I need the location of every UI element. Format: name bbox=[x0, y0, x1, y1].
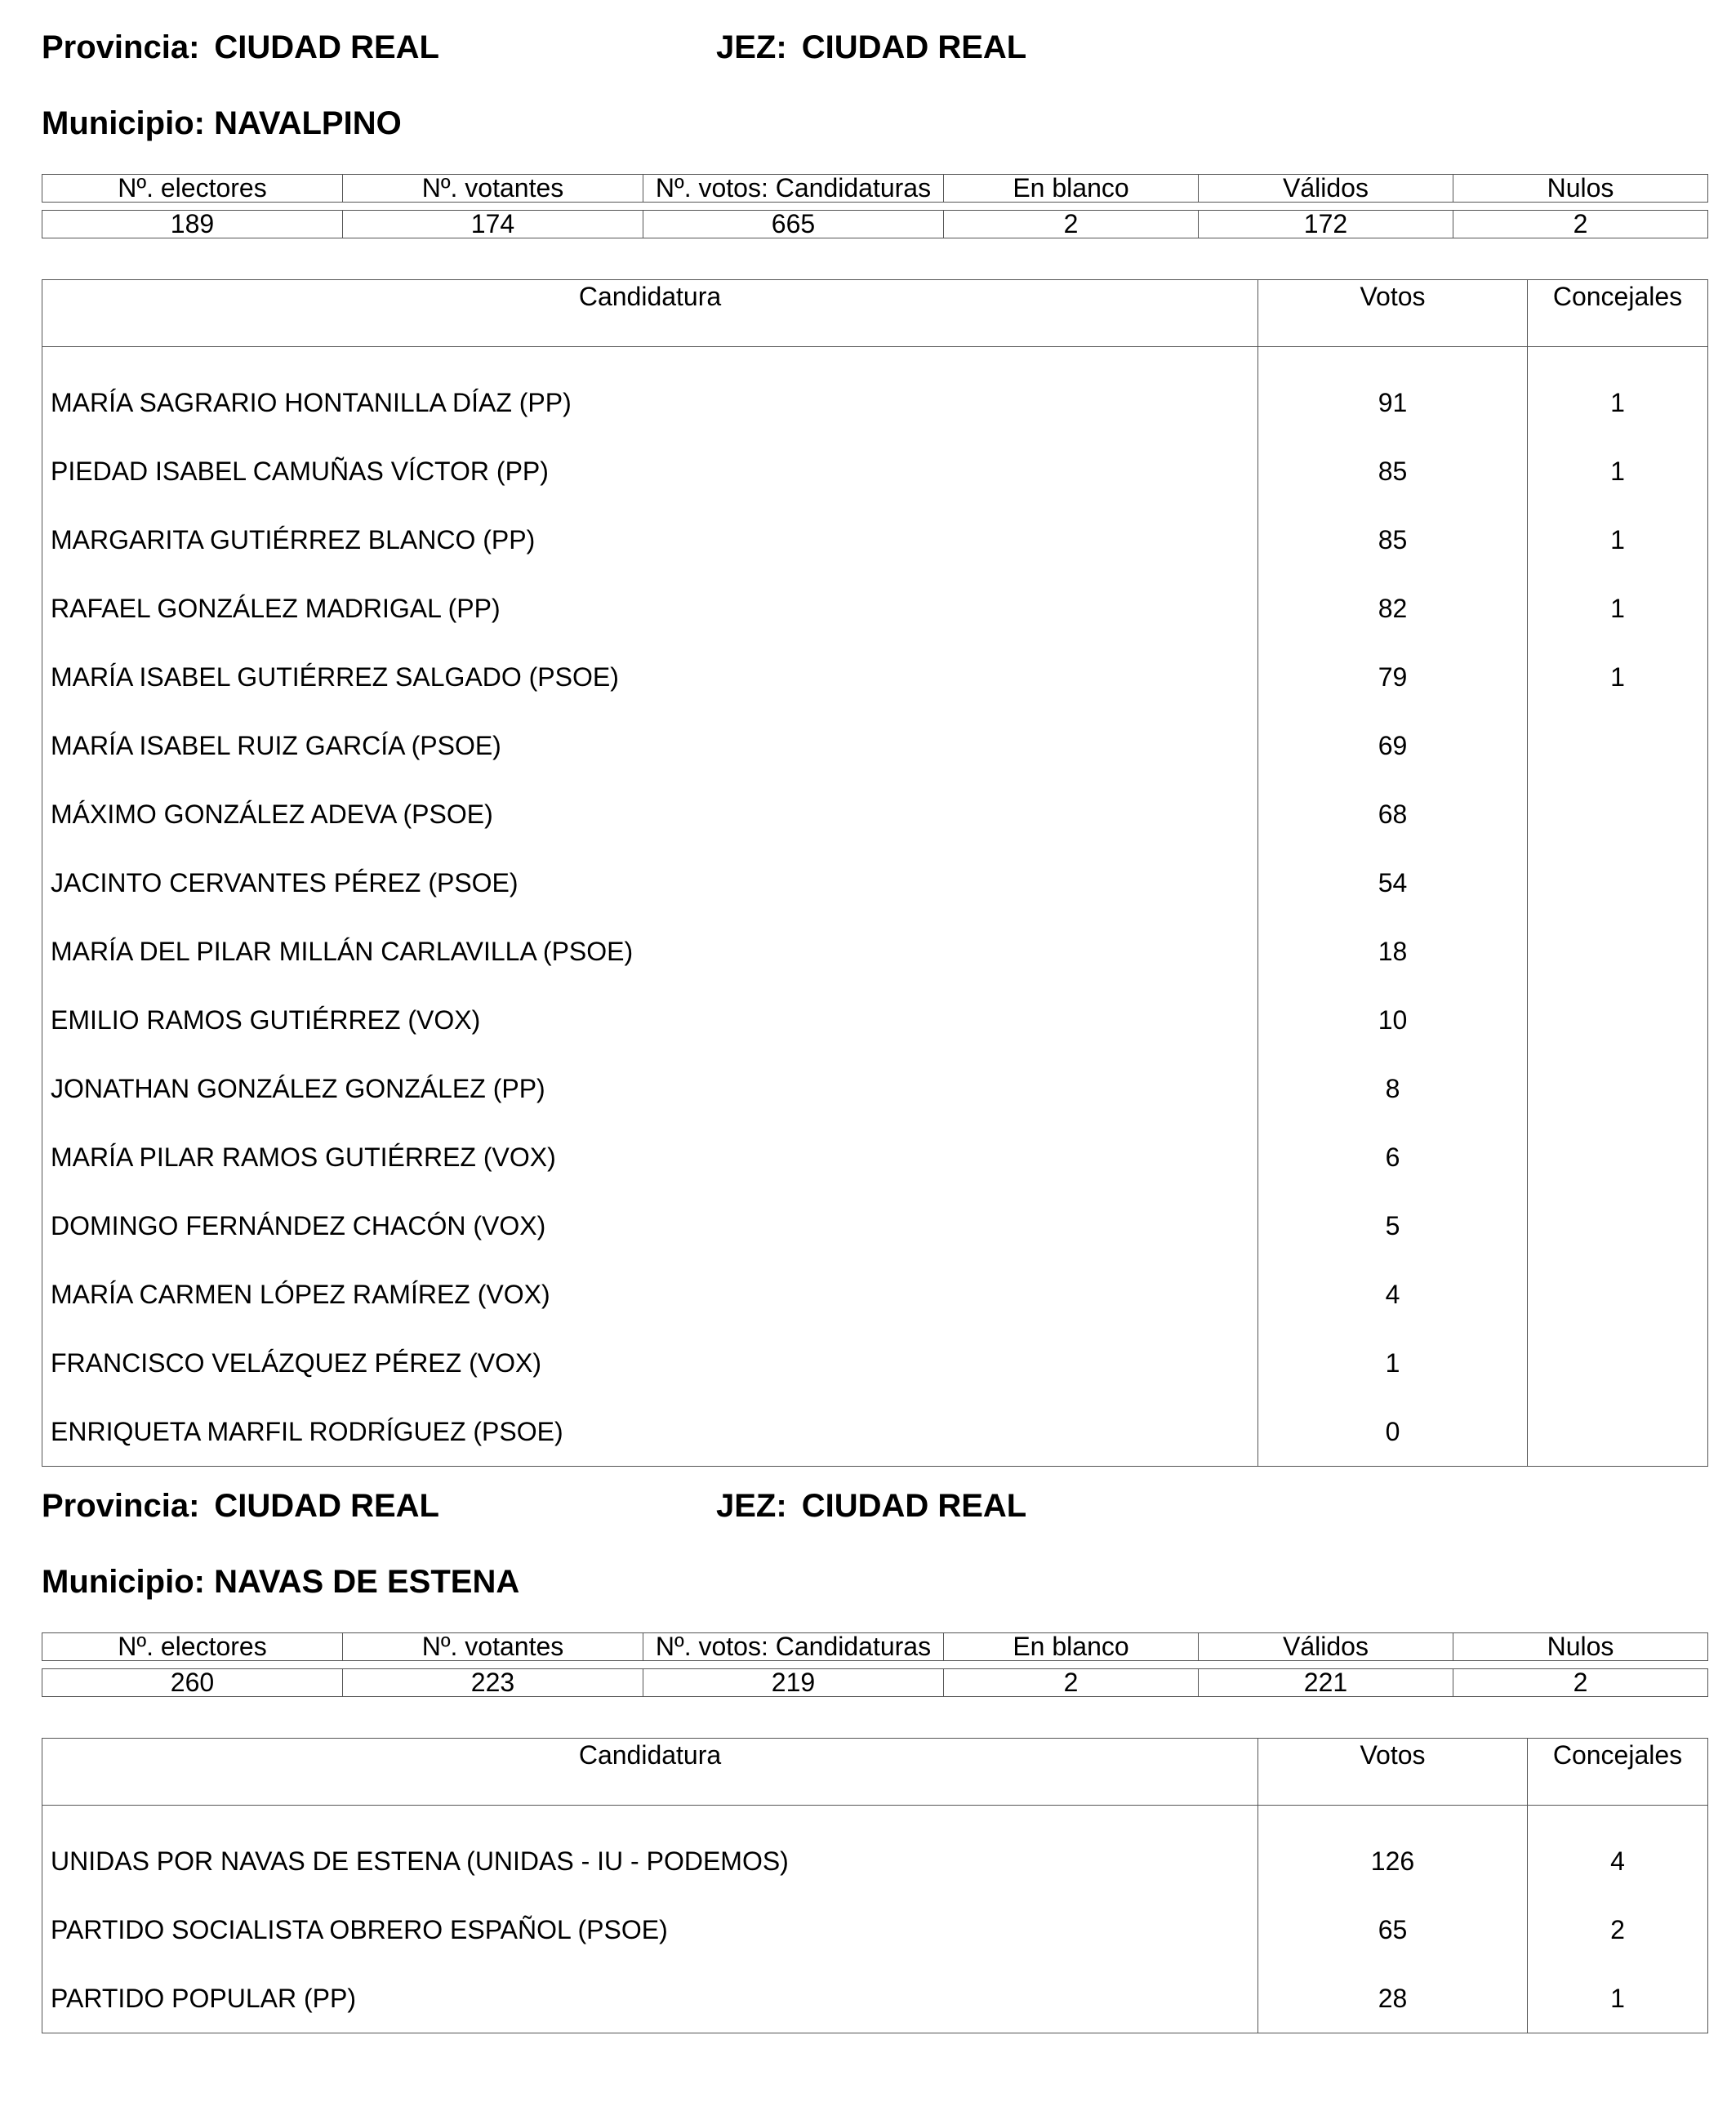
summary-value: 174 bbox=[343, 211, 643, 238]
candidate-name: PIEDAD ISABEL CAMUÑAS VÍCTOR (PP) bbox=[42, 437, 1258, 506]
table-row bbox=[42, 1895, 1708, 1964]
municipio-value: NAVALPINO bbox=[214, 105, 402, 141]
municipio-line bbox=[42, 104, 402, 143]
concejales-value bbox=[1528, 780, 1708, 848]
table-row bbox=[42, 1964, 1708, 2033]
votos-value: 18 bbox=[1258, 917, 1528, 986]
concejales-value bbox=[1528, 986, 1708, 1054]
candidate-name: PARTIDO POPULAR (PP) bbox=[42, 1964, 1258, 2033]
candidate-name: ENRIQUETA MARFIL RODRÍGUEZ (PSOE) bbox=[42, 1397, 1258, 1467]
jez-label: JEZ: bbox=[716, 29, 787, 65]
candidate-name: MARÍA CARMEN LÓPEZ RAMÍREZ (VOX) bbox=[42, 1260, 1258, 1329]
jez-line bbox=[716, 1486, 1026, 1525]
votos-value: 10 bbox=[1258, 986, 1528, 1054]
jez-value: CIUDAD REAL bbox=[801, 29, 1027, 65]
results-table bbox=[42, 279, 1708, 1467]
candidate-name: EMILIO RAMOS GUTIÉRREZ (VOX) bbox=[42, 986, 1258, 1054]
provincia-value: CIUDAD REAL bbox=[214, 1488, 439, 1524]
concejales-value: 1 bbox=[1528, 574, 1708, 643]
candidate-name: MARÍA PILAR RAMOS GUTIÉRREZ (VOX) bbox=[42, 1123, 1258, 1191]
votos-value: 82 bbox=[1258, 574, 1528, 643]
candidate-name: JACINTO CERVANTES PÉREZ (PSOE) bbox=[42, 848, 1258, 917]
provincia-value: CIUDAD REAL bbox=[214, 29, 439, 65]
votos-value: 5 bbox=[1258, 1191, 1528, 1260]
municipio-label: Municipio: bbox=[42, 1564, 205, 1600]
summary-value: 223 bbox=[343, 1669, 643, 1697]
summary-value: 2 bbox=[1453, 211, 1708, 238]
table-row bbox=[42, 1191, 1708, 1260]
summary-table bbox=[42, 1632, 1708, 1697]
summary-value: 219 bbox=[643, 1669, 944, 1697]
candidatura-header: Candidatura bbox=[42, 1739, 1258, 1806]
summary-value-row bbox=[42, 211, 1708, 238]
results-table bbox=[42, 1738, 1708, 2033]
jez-value: CIUDAD REAL bbox=[801, 1488, 1027, 1524]
votos-header: Votos bbox=[1258, 1739, 1528, 1806]
concejales-value bbox=[1528, 1054, 1708, 1123]
candidate-name: FRANCISCO VELÁZQUEZ PÉREZ (VOX) bbox=[42, 1329, 1258, 1397]
votos-value: 4 bbox=[1258, 1260, 1528, 1329]
summary-header: Válidos bbox=[1199, 1633, 1453, 1661]
table-row bbox=[42, 1329, 1708, 1397]
candidate-name: MARÍA DEL PILAR MILLÁN CARLAVILLA (PSOE) bbox=[42, 917, 1258, 986]
jez-label: JEZ: bbox=[716, 1488, 787, 1524]
candidate-name: MARGARITA GUTIÉRREZ BLANCO (PP) bbox=[42, 506, 1258, 574]
summary-header-row bbox=[42, 175, 1708, 203]
concejales-value bbox=[1528, 1123, 1708, 1191]
table-row bbox=[42, 848, 1708, 917]
candidate-name: MARÍA ISABEL RUIZ GARCÍA (PSOE) bbox=[42, 711, 1258, 780]
table-row bbox=[42, 1123, 1708, 1191]
votos-value: 126 bbox=[1258, 1827, 1528, 1895]
summary-table bbox=[42, 174, 1708, 238]
summary-header: Nº. votos: Candidaturas bbox=[643, 1633, 944, 1661]
concejales-value bbox=[1528, 1397, 1708, 1467]
votos-value: 69 bbox=[1258, 711, 1528, 780]
summary-value-row bbox=[42, 1669, 1708, 1697]
table-row bbox=[42, 986, 1708, 1054]
votos-value: 1 bbox=[1258, 1329, 1528, 1397]
table-row bbox=[42, 1260, 1708, 1329]
votos-value: 65 bbox=[1258, 1895, 1528, 1964]
provincia-label: Provincia: bbox=[42, 1488, 200, 1524]
summary-header: Nº. votantes bbox=[343, 175, 643, 203]
provincia-line bbox=[42, 1486, 439, 1525]
table-row bbox=[42, 1397, 1708, 1467]
table-row bbox=[42, 643, 1708, 711]
table-row bbox=[42, 368, 1708, 437]
candidate-name: MARÍA ISABEL GUTIÉRREZ SALGADO (PSOE) bbox=[42, 643, 1258, 711]
concejales-value: 1 bbox=[1528, 643, 1708, 711]
votos-value: 8 bbox=[1258, 1054, 1528, 1123]
concejales-value: 4 bbox=[1528, 1827, 1708, 1895]
concejales-value bbox=[1528, 917, 1708, 986]
votos-value: 54 bbox=[1258, 848, 1528, 917]
summary-value: 189 bbox=[42, 211, 343, 238]
concejales-value bbox=[1528, 1329, 1708, 1397]
concejales-value: 2 bbox=[1528, 1895, 1708, 1964]
votos-value: 6 bbox=[1258, 1123, 1528, 1191]
summary-header: En blanco bbox=[944, 1633, 1199, 1661]
summary-value: 665 bbox=[643, 211, 944, 238]
votos-value: 85 bbox=[1258, 506, 1528, 574]
table-row bbox=[42, 506, 1708, 574]
votos-value: 28 bbox=[1258, 1964, 1528, 2033]
concejales-header: Concejales bbox=[1528, 280, 1708, 347]
summary-value: 2 bbox=[1453, 1669, 1708, 1697]
candidate-name: JONATHAN GONZÁLEZ GONZÁLEZ (PP) bbox=[42, 1054, 1258, 1123]
summary-header: Nulos bbox=[1453, 1633, 1708, 1661]
votos-header: Votos bbox=[1258, 280, 1528, 347]
candidatura-header: Candidatura bbox=[42, 280, 1258, 347]
table-row bbox=[42, 574, 1708, 643]
provincia-line bbox=[42, 28, 439, 67]
summary-header: Nulos bbox=[1453, 175, 1708, 203]
candidate-name: UNIDAS POR NAVAS DE ESTENA (UNIDAS - IU - PODEMOS) bbox=[42, 1827, 1258, 1895]
results-header-row bbox=[42, 280, 1708, 347]
summary-value: 172 bbox=[1199, 211, 1453, 238]
concejales-value: 1 bbox=[1528, 437, 1708, 506]
table-row bbox=[42, 917, 1708, 986]
summary-value: 2 bbox=[944, 1669, 1199, 1697]
candidate-name: RAFAEL GONZÁLEZ MADRIGAL (PP) bbox=[42, 574, 1258, 643]
summary-header: Nº. votantes bbox=[343, 1633, 643, 1661]
concejales-header: Concejales bbox=[1528, 1739, 1708, 1806]
candidate-name: DOMINGO FERNÁNDEZ CHACÓN (VOX) bbox=[42, 1191, 1258, 1260]
summary-header-row bbox=[42, 1633, 1708, 1661]
votos-value: 0 bbox=[1258, 1397, 1528, 1467]
concejales-value bbox=[1528, 711, 1708, 780]
concejales-value: 1 bbox=[1528, 506, 1708, 574]
results-header-row bbox=[42, 1739, 1708, 1806]
concejales-value: 1 bbox=[1528, 368, 1708, 437]
candidate-name: PARTIDO SOCIALISTA OBRERO ESPAÑOL (PSOE) bbox=[42, 1895, 1258, 1964]
summary-header: Nº. electores bbox=[42, 1633, 343, 1661]
provincia-label: Provincia: bbox=[42, 29, 200, 65]
concejales-value bbox=[1528, 1260, 1708, 1329]
summary-value: 221 bbox=[1199, 1669, 1453, 1697]
votos-value: 91 bbox=[1258, 368, 1528, 437]
jez-line bbox=[716, 28, 1026, 67]
concejales-value: 1 bbox=[1528, 1964, 1708, 2033]
table-row bbox=[42, 780, 1708, 848]
table-row bbox=[42, 437, 1708, 506]
votos-value: 85 bbox=[1258, 437, 1528, 506]
table-row bbox=[42, 711, 1708, 780]
municipio-line bbox=[42, 1562, 519, 1601]
summary-header: Nº. votos: Candidaturas bbox=[643, 175, 944, 203]
concejales-value bbox=[1528, 1191, 1708, 1260]
table-row bbox=[42, 1827, 1708, 1895]
table-row bbox=[42, 1054, 1708, 1123]
summary-header: Nº. electores bbox=[42, 175, 343, 203]
candidate-name: MÁXIMO GONZÁLEZ ADEVA (PSOE) bbox=[42, 780, 1258, 848]
candidate-name: MARÍA SAGRARIO HONTANILLA DÍAZ (PP) bbox=[42, 368, 1258, 437]
concejales-value bbox=[1528, 848, 1708, 917]
summary-value: 260 bbox=[42, 1669, 343, 1697]
votos-value: 79 bbox=[1258, 643, 1528, 711]
summary-header: Válidos bbox=[1199, 175, 1453, 203]
summary-value: 2 bbox=[944, 211, 1199, 238]
summary-header: En blanco bbox=[944, 175, 1199, 203]
municipio-value: NAVAS DE ESTENA bbox=[214, 1564, 520, 1600]
municipio-label: Municipio: bbox=[42, 105, 205, 141]
votos-value: 68 bbox=[1258, 780, 1528, 848]
